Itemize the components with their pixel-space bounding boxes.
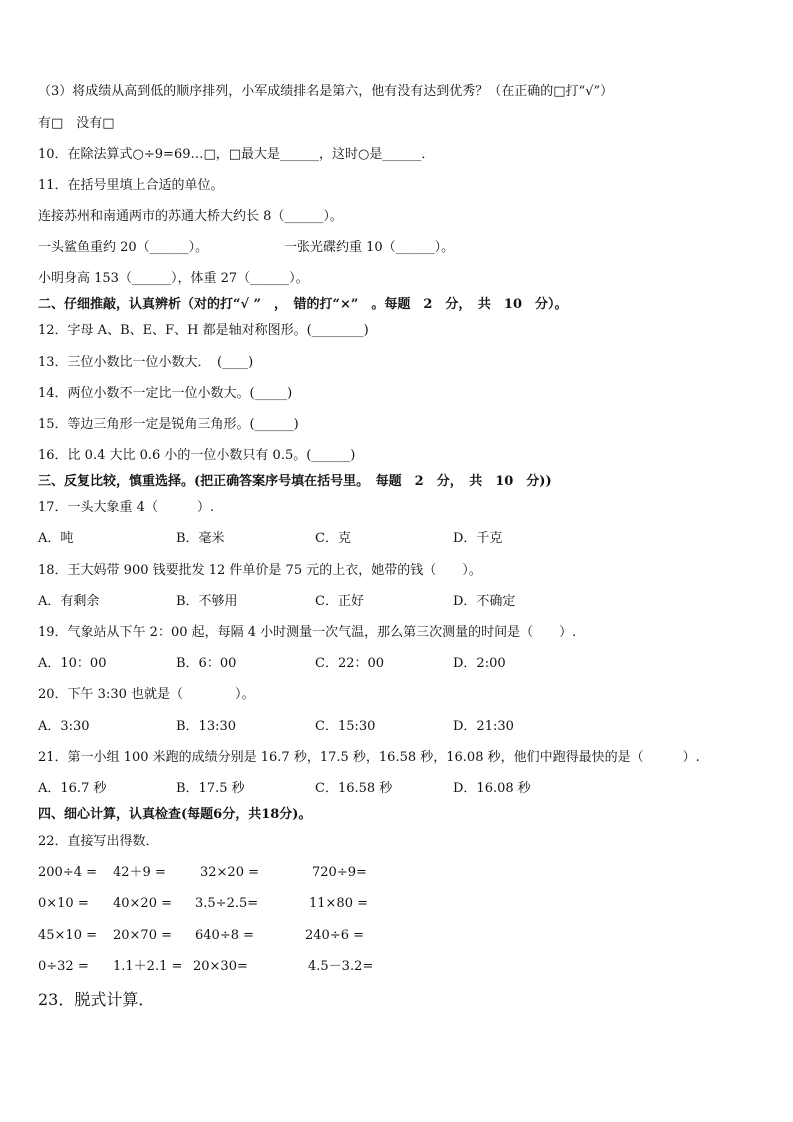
question-16: 16．比 0.4 大比 0.6 小的一位小数只有 0.5。(______)	[38, 448, 356, 463]
mental-math-item: 11×80 =	[309, 896, 369, 911]
mental-math-item: 720÷9=	[312, 865, 367, 880]
mental-math-item: 20×70 =	[113, 928, 173, 943]
option-b: B．17.5 秒	[176, 781, 245, 796]
mental-math-item: 1.1＋2.1 =	[113, 959, 183, 974]
question-11-stem: 11．在括号里填上合适的单位。	[38, 178, 224, 193]
option-b: B．毫米	[176, 531, 225, 546]
question-11-line-3: 小明身高 153（______），体重 27（______）。	[38, 271, 309, 286]
mental-math-item: 240÷6 =	[305, 928, 365, 943]
option-d: D．千克	[453, 531, 503, 546]
mental-math-item: 0÷32 =	[38, 959, 89, 974]
option-c: C．克	[315, 531, 351, 546]
section-3-heading: 三、反复比较，慎重选择。(把正确答案序号填在括号里。 每题 2 分， 共 10 分))	[38, 474, 552, 489]
mental-math-item: 3.5÷2.5=	[195, 896, 259, 911]
option-b: B．13:30	[176, 719, 237, 734]
option-a: A．3:30	[38, 719, 90, 734]
question-15: 15．等边三角形一定是锐角三角形。(______)	[38, 417, 299, 432]
section-2-heading: 二、仔细推敲，认真辨析（对的打“√ ” ， 错的打“×” 。每题 2 分， 共 10 分）。	[38, 297, 568, 312]
question-11-line-1: 连接苏州和南通两市的苏通大桥大约长 8（______）。	[38, 209, 343, 224]
option-a: A．吨	[38, 531, 74, 546]
mental-math-item: 20×30=	[193, 959, 248, 974]
question-21-stem: 21．第一小组 100 米跑的成绩分别是 16.7 秒，17.5 秒，16.58 秒，16.08 秒，他们中跑得最快的是（ ）.	[38, 750, 700, 765]
question-22-stem: 22．直接写出得数．	[38, 834, 159, 849]
option-b: B．6：00	[176, 656, 237, 671]
mental-math-item: 4.5－3.2=	[308, 959, 374, 974]
mental-math-item: 640÷8 =	[195, 928, 255, 943]
question-9-3: （3）将成绩从高到低的顺序排列，小军成绩排名是第六，他有没有达到优秀？（在正确的□打“√”）	[38, 84, 614, 99]
question-11-shark: 一头鲨鱼重约 20（______）。	[38, 240, 209, 255]
question-17-stem: 17．一头大象重 4（ ）.	[38, 500, 215, 515]
option-c: C．22：00	[315, 656, 385, 671]
mental-math-item: 45×10 =	[38, 928, 98, 943]
mental-math-item: 40×20 =	[113, 896, 173, 911]
option-d: D．21:30	[453, 719, 514, 734]
mental-math-item: 42＋9 =	[113, 865, 166, 880]
question-10: 10．在除法算式○÷9=69…□，□最大是______，这时○是______．	[38, 147, 435, 162]
question-12: 12．字母 A、B、E、F、H 都是轴对称图形。(________)	[38, 323, 369, 338]
question-11-disc: 一张光碟约重 10（______）。	[284, 240, 455, 255]
mental-math-item: 32×20 =	[200, 865, 260, 880]
question-20-stem: 20．下午 3:30 也就是（ ）。	[38, 687, 255, 702]
question-19-stem: 19．气象站从下午 2：00 起，每隔 4 小时测量一次气温，那么第三次测量的时间是（ ）.	[38, 625, 577, 640]
question-9-3-answer-choices: 有□ 没有□	[38, 116, 115, 131]
option-d: D．2:00	[453, 656, 506, 671]
question-13: 13．三位小数比一位小数大． (____)	[38, 355, 254, 370]
option-c: C．15:30	[315, 719, 376, 734]
section-4-heading: 四、细心计算，认真检查(每题6分，共18分)。	[38, 807, 312, 822]
question-14: 14．两位小数不一定比一位小数大。(_____)	[38, 386, 293, 401]
mental-math-item: 0×10 =	[38, 896, 89, 911]
option-a: A．有剩余	[38, 594, 100, 609]
option-a: A．10：00	[38, 656, 107, 671]
option-d: D．16.08 秒	[453, 781, 531, 796]
question-18-stem: 18．王大妈带 900 钱要批发 12 件单价是 75 元的上衣，她带的钱（ ）。	[38, 563, 482, 578]
mental-math-item: 200÷4 =	[38, 865, 98, 880]
question-23: 23．脱式计算．	[38, 990, 155, 1009]
option-a: A．16.7 秒	[38, 781, 107, 796]
option-c: C．正好	[315, 594, 364, 609]
option-d: D．不确定	[453, 594, 516, 609]
option-b: B．不够用	[176, 594, 238, 609]
option-c: C．16.58 秒	[315, 781, 393, 796]
